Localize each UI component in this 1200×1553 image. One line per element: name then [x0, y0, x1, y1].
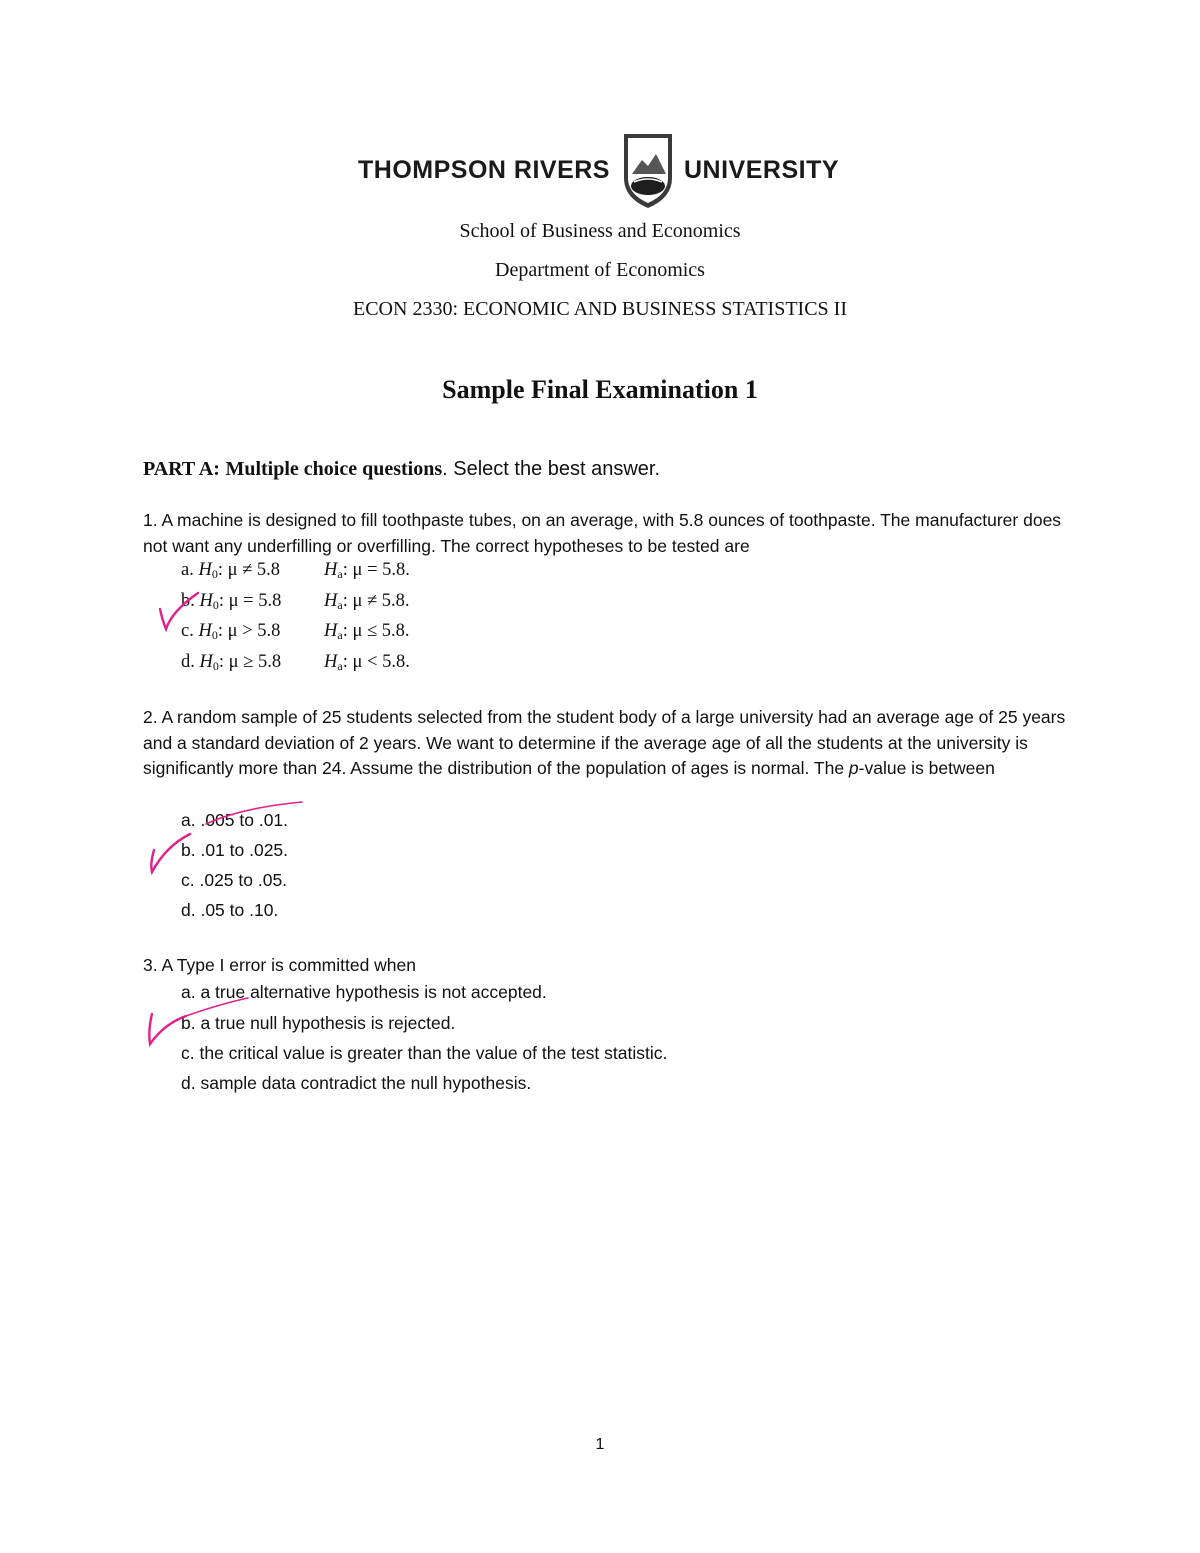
university-logo: [0, 130, 1200, 210]
part-a-instruction: . Select the best answer.: [442, 458, 661, 480]
logo-text-left: THOMPSON RIVERS: [358, 156, 610, 184]
university-crest-icon: [620, 130, 676, 210]
page-number: 1: [595, 1436, 605, 1453]
department-name: Department of Economics: [495, 259, 705, 281]
question-1-option-a: a. $H_0$: μ ≠ 5.8 $H_a$: μ = 5.8.: [181, 560, 410, 581]
question-1-stem: 1. A machine is designed to fill toothpaste tubes, on an average, with 5.8 ounces of toothpaste. The manufacturer does not want any underfilling or overfilling. The correct hypotheses to be tested are: [143, 510, 1062, 556]
question-1-option-d: d. $H_0$: μ ≥ 5.8 $H_a$: μ < 5.8.: [181, 652, 410, 673]
logo-text-right: UNIVERSITY: [684, 156, 840, 184]
checkmark-icon: [140, 798, 320, 878]
question-3-stem: 3. A Type I error is committed when: [143, 955, 416, 975]
checkmark-icon: [140, 992, 260, 1052]
question-2-option-c: c. .025 to .05.: [181, 870, 288, 890]
part-a-label: PART A:: [143, 458, 220, 480]
question-2-option-b: b. .01 to .025.: [181, 840, 289, 860]
course-title: ECON 2330: ECONOMIC AND BUSINESS STATISTICS II: [353, 298, 847, 320]
question-2-option-a: a. .005 to .01.: [181, 810, 289, 830]
question-3-option-b: b. a true null hypothesis is rejected.: [181, 1013, 456, 1033]
question-1-option-c: c. $H_0$: μ > 5.8 $H_a$: μ ≤ 5.8.: [181, 621, 410, 642]
question-3-option-d: d. sample data contradict the null hypothesis.: [181, 1073, 532, 1093]
part-a-heading: [143, 457, 1063, 482]
question-2-stem: 2. A random sample of 25 students selected from the student body of a large university had an average age of 25 years and a standard deviation of 2 years. We want to determine if the average age of all the students at the university is significantly more than 24. Assume the distribution of the population of ages is normal. The p-value is between: [143, 707, 1066, 778]
checkmark-icon: [150, 585, 210, 635]
school-name: School of Business and Economics: [459, 220, 741, 242]
question-2-option-d: d. .05 to .10.: [181, 900, 279, 920]
question-3-option-a: a. a true alternative hypothesis is not accepted.: [181, 982, 547, 1002]
exam-title: Sample Final Examination 1: [442, 375, 758, 404]
question-1-option-b: b. $H_0$: μ = 5.8 $H_a$: μ ≠ 5.8.: [181, 591, 410, 612]
question-3-option-c: c. the critical value is greater than the value of the test statistic.: [181, 1043, 668, 1063]
part-a-title: Multiple choice questions: [225, 458, 443, 480]
